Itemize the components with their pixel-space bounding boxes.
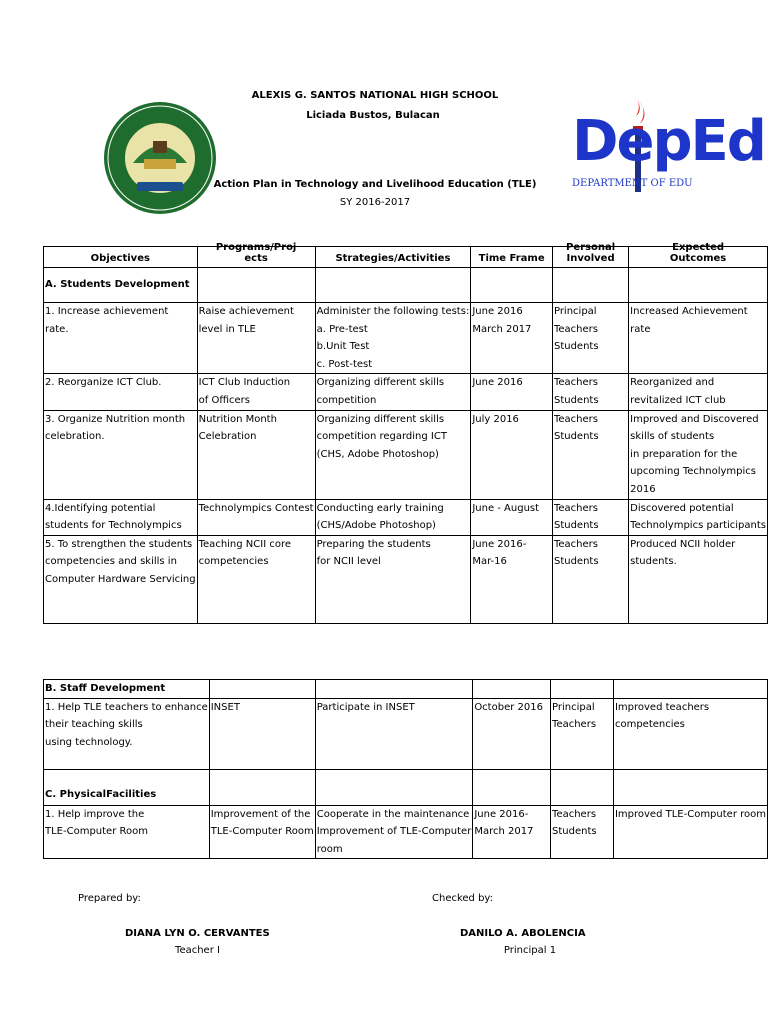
cell-line: level in TLE	[198, 323, 256, 335]
cell-line: Teachers	[552, 808, 597, 820]
cell-line: Cooperate in the maintenance	[316, 808, 470, 820]
table-row	[44, 303, 768, 374]
cell-line: Principal	[552, 701, 595, 713]
strategy-cell	[315, 805, 473, 859]
action-plan-table	[43, 242, 768, 624]
cell-line: 3. Organize Nutrition month	[45, 413, 186, 425]
col-expected-outcomes	[629, 242, 768, 268]
table-row	[44, 499, 768, 535]
table-row	[44, 698, 768, 769]
deped-logo	[572, 94, 765, 198]
cell-line: competencies and skills in	[45, 556, 177, 568]
cell-line: Nutrition Month	[198, 413, 277, 425]
cell-line: celebration.	[45, 431, 105, 443]
cell-line: Students	[553, 394, 599, 406]
cell-line: Teachers	[553, 377, 598, 389]
strategy-cell	[315, 410, 471, 499]
cell-line: Preparing the students	[316, 538, 431, 550]
strategy-cell	[315, 303, 471, 374]
cell-line: Mar-16	[472, 556, 507, 568]
cell-line: competition regarding ICT	[316, 431, 447, 443]
cell-line: students.	[630, 556, 677, 568]
strategy-cell	[315, 374, 471, 410]
prepared-by-title: Teacher I	[175, 945, 220, 956]
cell-line: Reorganized and	[630, 377, 715, 389]
section-b-label: B. Staff Development	[44, 680, 210, 699]
objective-cell	[44, 805, 210, 859]
personnel-cell	[552, 374, 628, 410]
cell-line: of Officers	[198, 394, 250, 406]
cell-line: INSET	[210, 701, 240, 713]
outcome-cell	[629, 374, 768, 410]
strategy-cell	[315, 499, 471, 535]
section-row	[44, 268, 768, 303]
section-row	[44, 769, 768, 805]
cell-line: revitalized ICT club	[630, 394, 726, 406]
table-row	[44, 535, 768, 623]
col-programs-line1: Programs/Proj	[215, 242, 297, 253]
cell-line: Conducting early training	[316, 502, 444, 514]
cell-line: Computer Hardware Servicing	[45, 573, 196, 585]
program-cell	[197, 374, 315, 410]
cell-line: Technolympics Contest	[198, 502, 314, 514]
cell-line: Improvement of the	[210, 808, 311, 820]
cell-line: Students	[553, 556, 599, 568]
cell-line: TLE-Computer Room	[45, 826, 148, 838]
personnel-cell	[551, 805, 614, 859]
table-header-row	[44, 247, 768, 268]
cell-line: competition	[316, 394, 377, 406]
outcome-cell	[629, 410, 768, 499]
cell-line: Students	[553, 341, 599, 353]
section-a-label: A. Students Development	[44, 268, 198, 303]
checked-name-clip	[460, 928, 586, 939]
cell-line: March 2017	[474, 826, 534, 838]
cell-line: using technology.	[45, 736, 133, 748]
objective-cell	[44, 698, 210, 769]
action-plan-table-2	[43, 679, 768, 859]
col-outcomes-line2: Outcomes	[669, 253, 727, 264]
table-row	[44, 410, 768, 499]
program-cell	[197, 535, 315, 623]
time-frame-cell	[471, 374, 553, 410]
outcome-cell	[629, 303, 768, 374]
cell-line: rate	[630, 323, 651, 335]
personnel-cell	[551, 698, 614, 769]
time-frame-cell	[471, 303, 553, 374]
cell-line: October 2016	[474, 701, 543, 713]
cell-line: for NCII level	[316, 556, 381, 568]
cell-line: March 2017	[472, 323, 532, 335]
cell-line: 1. Help improve the	[45, 808, 145, 820]
strategy-cell	[315, 535, 471, 623]
cell-line: their teaching skills	[45, 719, 143, 731]
school-name: ALEXIS G. SANTOS NATIONAL HIGH SCHOOL	[251, 90, 499, 101]
program-cell	[209, 698, 315, 769]
cell-line: Improvement of TLE-Computer	[316, 826, 472, 838]
cell-line: 5. To strengthen the students	[45, 538, 193, 550]
school-location: Liciada Bustos, Bulacan	[306, 110, 440, 121]
cell-line: Teachers	[553, 323, 598, 335]
document-title: Action Plan in Technology and Livelihood Education (TLE)	[213, 179, 537, 190]
cell-line: Students	[553, 520, 599, 532]
cell-line: Improved teachers	[614, 701, 710, 713]
checked-by-title: Principal 1	[503, 945, 557, 956]
cell-line: Raise achievement	[198, 306, 294, 317]
col-personal-involved	[552, 242, 628, 268]
cell-line: competencies	[614, 719, 685, 731]
time-frame-cell	[473, 698, 551, 769]
cell-line: Increased Achievement	[630, 306, 748, 317]
cell-line: 2016	[630, 483, 656, 495]
cell-line: 4.Identifying potential	[45, 502, 156, 514]
col-programs-line2: ects	[244, 253, 268, 264]
cell-line: June - August	[472, 502, 540, 514]
time-frame-cell	[473, 805, 551, 859]
cell-line: Celebration	[198, 431, 257, 443]
cell-line: Teachers	[553, 502, 598, 514]
objective-cell	[44, 499, 198, 535]
cell-line: 2. Reorganize ICT Club.	[45, 377, 162, 389]
col-outcomes-line1: Expected	[672, 242, 725, 253]
deped-wordmark: DepEd	[572, 109, 765, 174]
cell-line: 1. Help TLE teachers to enhance	[45, 701, 208, 713]
cell-line: in preparation for the	[630, 448, 738, 460]
cell-line: June 2016-	[474, 808, 529, 820]
cell-line: Administer the following tests:	[316, 306, 470, 317]
cell-line: (CHS/Adobe Photoshop)	[316, 520, 436, 532]
cell-line: TLE-Computer Room	[210, 826, 314, 838]
program-cell	[197, 499, 315, 535]
cell-line: c. Post-test	[316, 358, 373, 370]
cell-line: Teachers	[553, 413, 598, 425]
cell-line: Principal	[553, 306, 597, 317]
personnel-cell	[552, 303, 628, 374]
cell-line: competencies	[198, 556, 269, 568]
cell-line: 1. Increase achievement	[45, 306, 169, 317]
prepared-by-label: Prepared by:	[78, 893, 141, 904]
cell-line: June 2016-	[472, 538, 527, 550]
school-year: SY 2016-2017	[339, 197, 411, 208]
cell-line: Students	[552, 826, 597, 838]
cell-line: Students	[553, 431, 599, 443]
cell-line: b.Unit Test	[316, 341, 370, 353]
col-personal-line2: Involved	[566, 253, 615, 264]
col-programs	[197, 242, 315, 268]
deped-subtitle: DEPARTMENT OF EDU	[572, 178, 693, 189]
table-row	[44, 805, 768, 859]
cell-line: Organizing different skills	[316, 377, 445, 389]
cell-line: rate.	[45, 323, 69, 335]
prepared-by-name: DIANA LYN O. CERVANTES	[125, 928, 270, 939]
objective-cell	[44, 374, 198, 410]
col-time-frame: Time Frame	[471, 247, 553, 268]
col-objectives: Objectives	[44, 247, 198, 268]
time-frame-cell	[471, 410, 553, 499]
cell-line: skills of students	[630, 431, 715, 443]
program-cell	[197, 303, 315, 374]
objective-cell	[44, 303, 198, 374]
cell-line: Discovered potential	[630, 502, 734, 514]
school-seal-logo	[103, 101, 217, 215]
cell-line: Teaching NCII core	[198, 538, 291, 550]
cell-line: Organizing different skills	[316, 413, 445, 425]
objective-cell	[44, 535, 198, 623]
time-frame-cell	[471, 535, 553, 623]
cell-line: Teachers	[552, 719, 597, 731]
col-strategies: Strategies/Activities	[315, 247, 471, 268]
cell-line: Improved and Discovered	[630, 413, 759, 425]
program-cell	[209, 805, 315, 859]
col-personal-line1: Personal	[565, 242, 616, 253]
cell-line: Teachers	[553, 538, 598, 550]
cell-line: upcoming Technolympics	[630, 466, 756, 478]
checked-by-label: Checked by:	[432, 893, 493, 904]
personnel-cell	[552, 410, 628, 499]
time-frame-cell	[471, 499, 553, 535]
checked-by-name: DANILO A. ABOLENCIA	[460, 928, 586, 939]
cell-line: ICT Club Induction	[198, 377, 291, 389]
table-row	[44, 374, 768, 410]
program-cell	[197, 410, 315, 499]
cell-line: Produced NCII holder	[630, 538, 736, 550]
outcome-cell	[629, 499, 768, 535]
cell-line: June 2016	[472, 377, 523, 389]
cell-line: July 2016	[472, 413, 519, 425]
cell-line: Participate in INSET	[316, 701, 415, 713]
personnel-cell	[552, 535, 628, 623]
personnel-cell	[552, 499, 628, 535]
outcome-cell	[629, 535, 768, 623]
cell-line: room	[316, 843, 343, 855]
section-row	[44, 680, 768, 699]
cell-line: June 2016	[472, 306, 523, 317]
cell-line: students for Technolympics	[45, 520, 182, 532]
cell-line: a. Pre-test	[316, 323, 368, 335]
outcome-cell	[613, 698, 767, 769]
strategy-cell	[315, 698, 473, 769]
prepared-name-clip	[125, 928, 270, 939]
cell-line: (CHS, Adobe Photoshop)	[316, 448, 439, 460]
section-c-label: C. PhysicalFacilities	[44, 769, 210, 805]
cell-line: Improved TLE-Computer room	[614, 808, 766, 820]
outcome-cell	[613, 805, 767, 859]
cell-line: Technolympics participants	[630, 520, 766, 532]
objective-cell	[44, 410, 198, 499]
